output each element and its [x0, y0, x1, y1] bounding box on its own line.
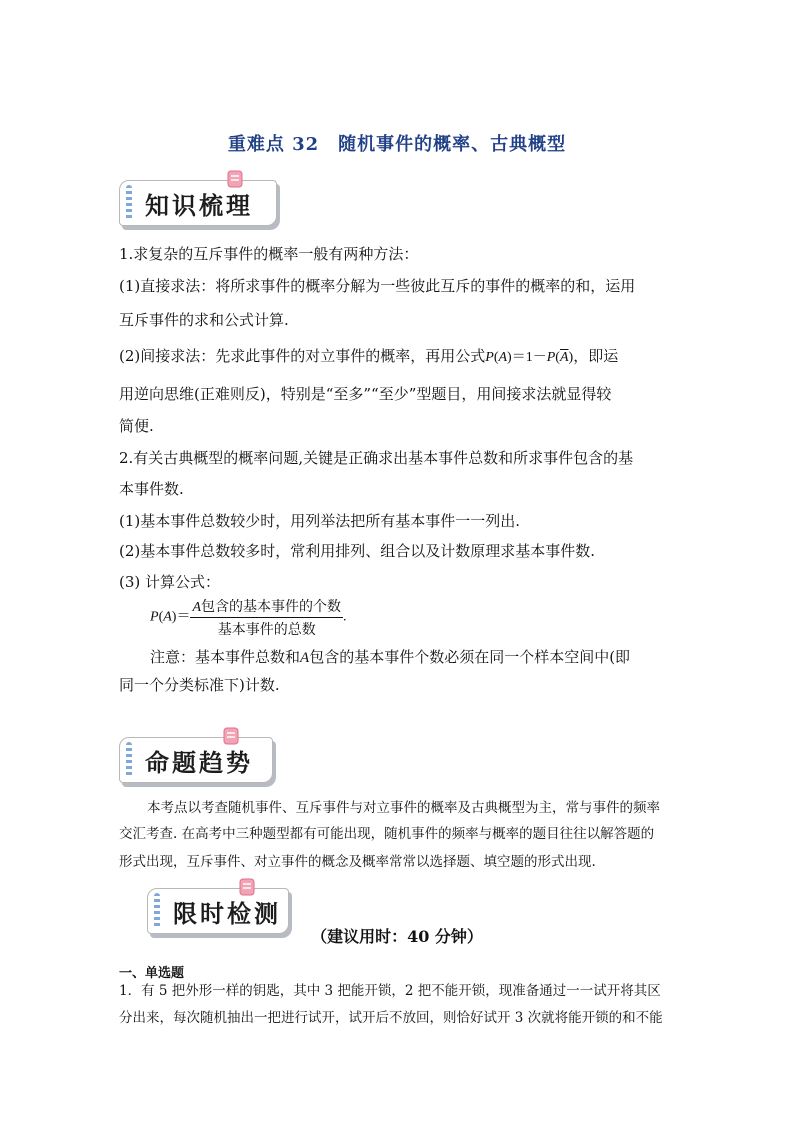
question-1-line-1: 1．有 5 把外形一样的钥匙，其中 3 把能开锁，2 把不能开锁，现准备通过一一试开将其区 — [119, 983, 661, 999]
page-title: 重难点 32 随机事件的概率、古典概型 — [227, 134, 567, 155]
note-line-2: 同一个分类标准下)计数. — [119, 676, 280, 694]
knowledge-line-10: (2)基本事件总数较多时，常利用排列、组合以及计数原理求基本事件数. — [119, 542, 596, 560]
knowledge-line-5: 用逆向思维(正难则反)，特别是“至多”“至少”型题目，用间接求法就显得较 — [119, 385, 612, 403]
knowledge-line-4-text: (2)间接求法：先求此事件的对立事件的概率，再用公式 — [119, 347, 486, 365]
question-1-line-2: 分出来，每次随机抽出一把进行试开，试开后不放回，则恰好试开 3 次就将能开锁的和不能 — [119, 1010, 663, 1026]
knowledge-line-8: 本事件数. — [119, 480, 184, 498]
note-line-1 — [150, 647, 630, 668]
formula-a: A — [498, 350, 508, 365]
knowledge-line-1: 1.求复杂的互斥事件的概率一般有两种方法： — [119, 245, 419, 263]
trend-line-1: 本考点以考查随机事件、互斥事件与对立事件的概率及古典概型为主，常与事件的频率 — [147, 800, 660, 816]
formula-a-bar: $\overline{A}$ — [559, 350, 569, 365]
note-text-1: 注意：基本事件总数和 — [150, 648, 301, 666]
knowledge-line-3: 互斥事件的求和公式计算. — [119, 311, 289, 329]
formula-period: . — [343, 609, 347, 625]
banner-label: 限时检测 — [173, 899, 281, 928]
paper-clip-icon — [225, 169, 245, 189]
section-heading-single-choice: 一、单选题 — [119, 966, 185, 981]
formula-a: A — [163, 609, 172, 625]
knowledge-line-4-end: ，即运 — [573, 347, 619, 365]
trend-line-2: 交汇考查. 在高考中三种题型都有可能出现，随机事件的频率与概率的题目往往以解答题的 — [119, 826, 655, 842]
paper-clip-icon — [237, 877, 257, 897]
knowledge-line-9: (1)基本事件总数较少时，用列举法把所有基本事件一一列出. — [119, 512, 521, 530]
numerator-text: 包含的基本事件的个数 — [201, 600, 342, 615]
formula-fraction — [190, 596, 343, 639]
formula-denominator: 基本事件的总数 — [217, 623, 316, 638]
knowledge-line-4 — [119, 346, 618, 368]
classical-probability-formula: P(A)＝ $\frac{\text{A包含的基本事件的个数}}{\text{基本事件的总数}}$ . — [150, 596, 347, 639]
note-text-2: 包含的基本事件个数必须在同一个样本空间中(即 — [309, 648, 631, 666]
numerator-a: A — [192, 600, 202, 615]
knowledge-line-2: (1)直接求法：将所求事件的概率分解为一些彼此互斥的事件的概率的和，运用 — [119, 277, 636, 295]
formula-eq: ＝1－ — [511, 350, 547, 365]
section-banner-knowledge — [119, 180, 275, 226]
complement-formula: $P(A)=1-P(\overline{A})$ — [485, 350, 574, 365]
formula-p2: P — [546, 350, 556, 365]
recommended-time: （建议用时：40 分钟） — [311, 927, 483, 946]
knowledge-line-6: 简便. — [119, 417, 154, 435]
banner-label: 命题趋势 — [145, 748, 253, 777]
note-a: A — [300, 650, 310, 666]
knowledge-line-11: (3) 计算公式： — [119, 573, 221, 591]
section-banner-trend — [119, 737, 271, 783]
formula-p: P — [485, 350, 494, 365]
banner-label: 知识梳理 — [145, 191, 253, 220]
knowledge-line-7: 2.有关古典概型的概率问题,关键是正确求出基本事件总数和所求事件包含的基 — [119, 449, 634, 467]
formula-numerator — [190, 596, 343, 618]
paper-clip-icon — [221, 726, 241, 746]
trend-line-3: 形式出现，互斥事件、对立事件的概念及概率常常以选择题、填空题的形式出现. — [119, 854, 596, 870]
formula-p: P — [150, 609, 159, 625]
